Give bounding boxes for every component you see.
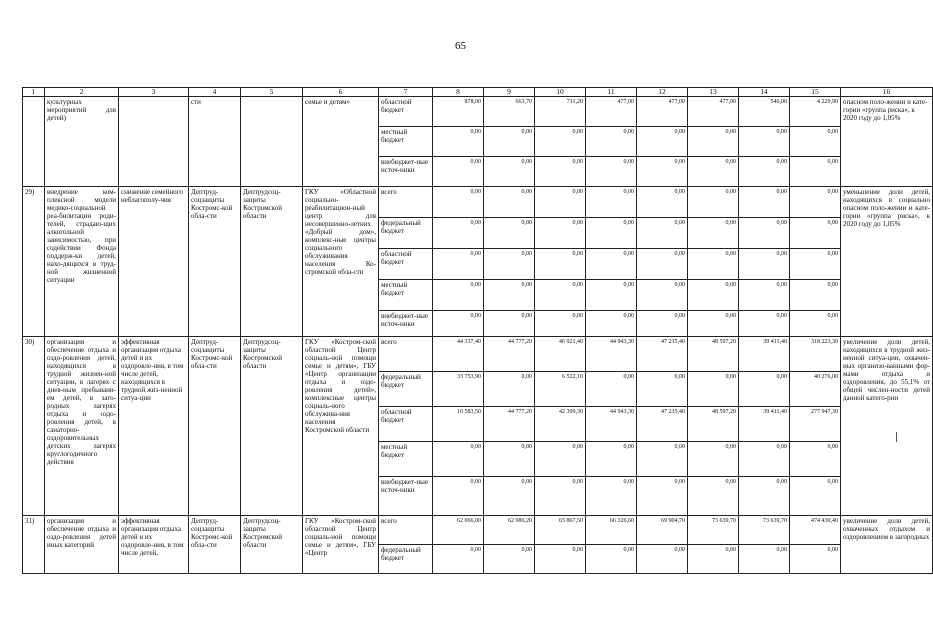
value-cell: 0,00 [637,311,688,337]
header-cell: 2 [45,88,119,97]
value-cell: 0,00 [484,280,535,311]
table-row [23,187,933,218]
institution-cell: ГКУ «Костром-ской областной Центр социаль-ной помощи семье и детям», ГБУ «Центр организации отдыха и оздо-ровления детей», комплексные центры социаль-ного обслужива-ния населения Костромской области [303,337,379,516]
value-cell: 69 904,70 [637,516,688,545]
value-cell: 711,20 [535,97,586,127]
value-cell: 0,00 [484,311,535,337]
source-cell: областной бюджет [379,97,433,127]
value-cell: 0,00 [688,187,739,218]
value-cell: 39 411,40 [739,407,790,442]
co-executor-cell: Дептрудсоц-защиты Костромской области [241,337,303,516]
value-cell: 0,00 [688,311,739,337]
value-cell: 0,00 [433,249,484,280]
source-cell: внебюджет-ные источ-ники [379,311,433,337]
value-cell: 44 777,20 [484,337,535,372]
indicator-cell: уменьшение доли детей, находящихся в социально опасном поло-жении и кате-гории «группа риска», к 2020 году до 1,05% [841,187,933,337]
value-cell: 0,00 [790,127,841,157]
value-cell: 0,00 [586,372,637,407]
value-cell: 0,00 [433,442,484,477]
header-cell: 14 [739,88,790,97]
value-cell: 0,00 [484,477,535,516]
value-cell: 0,00 [739,372,790,407]
executor-cell: сти [189,97,241,187]
value-cell: 0,00 [790,157,841,187]
activity-cell: организация и обеспечение отдыха и оздо-ровления детей, находящихся в трудной жизнен-ной ситуации, в лагерях с днев-ным пребывани-ем детей, в заго-родных лагерях отдыха и оздо-ровления детей, в санаторно-оздоровительных детских лагерях круглогодичного действия [45,337,119,516]
header-cell: 13 [688,88,739,97]
header-cell: 4 [189,88,241,97]
value-cell: 0,00 [484,249,535,280]
value-cell: 0,00 [688,372,739,407]
table-row [23,337,933,372]
value-cell: 0,00 [790,311,841,337]
value-cell: 0,00 [586,187,637,218]
value-cell: 44 777,20 [484,407,535,442]
value-cell: 0,00 [790,187,841,218]
value-cell: 0,00 [535,311,586,337]
value-cell: 0,00 [535,442,586,477]
header-cell: 3 [119,88,189,97]
row-number: 29) [23,187,45,337]
result-cell [119,97,189,187]
value-cell: 0,00 [484,218,535,249]
value-cell: 0,00 [484,442,535,477]
value-cell: 0,00 [739,157,790,187]
value-cell: 0,00 [535,127,586,157]
value-cell: 0,00 [739,218,790,249]
value-cell: 0,00 [688,249,739,280]
source-cell: всего [379,187,433,218]
indicator-cell: опасном поло-жении и кате-гории «группа риска», к 2020 году до 1,05% [841,97,933,187]
value-cell: 0,00 [535,280,586,311]
value-cell: 44 943,30 [586,407,637,442]
value-cell: 0,00 [586,280,637,311]
value-cell: 0,00 [586,127,637,157]
header-cell: 7 [379,88,433,97]
value-cell: 47 235,40 [637,407,688,442]
margin-mark [896,432,897,442]
value-cell: 0,00 [535,218,586,249]
value-cell: 0,00 [688,157,739,187]
header-row [23,88,933,97]
value-cell: 0,00 [586,157,637,187]
value-cell: 546,00 [739,97,790,127]
value-cell: 0,00 [484,187,535,218]
value-cell: 0,00 [739,280,790,311]
executor-cell: Дептруд-соцзащиты Костромс-кой обла-сти [189,187,241,337]
value-cell: 878,00 [433,97,484,127]
activity-cell: внедрение ком-плексной модели медико-социальной реа-билитации роди-телей, страдаю-щих алкогольной зависимостью, при содействии Фонда поддерж-ки детей, нахо-дящихся в труд-ной жизненной ситуации [45,187,119,337]
institution-cell: ГКУ «Областной социально-реабилитацион-ный центр для несовершенно-летних «Добрый дом», комплекс-ные центры социального обслуживания населения Ко-стромской обла-сти [303,187,379,337]
co-executor-cell: Дептрудсоц-защиты Костромской области [241,187,303,337]
activity-cell: организация и обеспечение отдыха и оздо-ровления детей иных категорий [45,516,119,574]
value-cell: 0,00 [637,280,688,311]
value-cell: 42 399,30 [535,407,586,442]
value-cell: 663,70 [484,97,535,127]
header-cell: 15 [790,88,841,97]
header-cell: 9 [484,88,535,97]
value-cell: 66 326,60 [586,516,637,545]
header-cell: 16 [841,88,933,97]
source-cell: федеральный бюджет [379,372,433,407]
result-cell: эффективная организация отдыха детей и их оздоровле-ния, в том числе детей, [119,516,189,574]
value-cell: 0,00 [433,477,484,516]
source-cell: всего [379,516,433,545]
value-cell: 40 276,00 [790,372,841,407]
value-cell: 277 947,30 [790,407,841,442]
value-cell: 0,00 [535,187,586,218]
value-cell: 0,00 [484,157,535,187]
value-cell: 44 943,30 [586,337,637,372]
indicator-cell: увеличение доли детей, находящихся в трудной жиз-ненной ситуа-ции, охвачен-ных организо-ванными фор-мами отдыха и оздоровления, до 55,1% от общей числен-ности детей данной катего-рии [841,337,933,516]
executor-cell: Дептруд-соцзащиты Костромс-кой обла-сти [189,337,241,516]
value-cell: 0,00 [433,280,484,311]
value-cell: 44 337,40 [433,337,484,372]
header-cell: 12 [637,88,688,97]
source-cell: местный бюджет [379,280,433,311]
value-cell: 0,00 [688,477,739,516]
value-cell: 62 066,00 [433,516,484,545]
source-cell: областной бюджет [379,407,433,442]
header-cell: 11 [586,88,637,97]
value-cell: 0,00 [484,372,535,407]
co-executor-cell: Дептрудсоц-защиты Костромской области [241,516,303,574]
value-cell: 0,00 [739,187,790,218]
value-cell: 73 639,70 [739,516,790,545]
page-number: 65 [455,40,466,52]
header-cell: 6 [303,88,379,97]
value-cell: 0,00 [586,545,637,574]
source-cell: местный бюджет [379,442,433,477]
row-number: 31) [23,516,45,574]
value-cell: 48 597,20 [688,337,739,372]
value-cell: 474 430,40 [790,516,841,545]
value-cell: 0,00 [586,249,637,280]
value-cell: 10 583,50 [433,407,484,442]
value-cell: 0,00 [790,442,841,477]
value-cell: 0,00 [790,280,841,311]
value-cell: 0,00 [790,545,841,574]
value-cell: 48 597,20 [688,407,739,442]
value-cell: 62 986,20 [484,516,535,545]
value-cell: 0,00 [688,127,739,157]
value-cell: 0,00 [688,442,739,477]
header-cell: 8 [433,88,484,97]
value-cell: 0,00 [433,311,484,337]
value-cell: 0,00 [637,477,688,516]
source-cell: федеральный бюджет [379,218,433,249]
value-cell: 0,00 [688,280,739,311]
value-cell: 0,00 [739,127,790,157]
value-cell: 477,00 [637,97,688,127]
value-cell: 65 867,50 [535,516,586,545]
co-executor-cell [241,97,303,187]
source-cell: внебюджет-ные источ-ники [379,477,433,516]
table-row [23,516,933,545]
value-cell: 0,00 [484,127,535,157]
header-cell: 5 [241,88,303,97]
value-cell: 0,00 [484,545,535,574]
table-row [23,97,933,127]
value-cell: 318 223,30 [790,337,841,372]
value-cell: 0,00 [637,372,688,407]
value-cell: 477,00 [586,97,637,127]
value-cell: 6 522,10 [535,372,586,407]
value-cell: 0,00 [586,442,637,477]
source-cell: внебюджет-ные источ-ники [379,157,433,187]
source-cell: местный бюджет [379,127,433,157]
value-cell: 0,00 [790,218,841,249]
value-cell: 0,00 [739,442,790,477]
value-cell: 0,00 [433,127,484,157]
source-cell: всего [379,337,433,372]
value-cell: 73 639,70 [688,516,739,545]
value-cell: 0,00 [433,545,484,574]
value-cell: 0,00 [637,127,688,157]
value-cell: 0,00 [790,477,841,516]
value-cell: 0,00 [535,545,586,574]
value-cell: 0,00 [739,477,790,516]
source-cell: областной бюджет [379,249,433,280]
row-number [23,97,45,187]
institution-cell: ГКУ «Костром-ской областной Центр социаль-ной помощи семье и детям», ГБУ «Центр [303,516,379,574]
value-cell: 0,00 [586,477,637,516]
value-cell: 0,00 [637,187,688,218]
value-cell: 39 411,40 [739,337,790,372]
value-cell: 0,00 [637,218,688,249]
value-cell: 33 753,90 [433,372,484,407]
source-cell: федеральный бюджет [379,545,433,574]
executor-cell: Дептруд-соцзащиты Костромс-кой обла-сти [189,516,241,574]
value-cell: 0,00 [637,157,688,187]
result-cell: эффективная организация отдыха детей и их оздоровле-ния, в том числе детей, находящихся в трудной жиз-ненной ситуа-ции [119,337,189,516]
header-cell: 10 [535,88,586,97]
value-cell: 0,00 [433,187,484,218]
value-cell: 0,00 [790,249,841,280]
header-cell: 1 [23,88,45,97]
activity-cell: культурных мероприятий для детей) [45,97,119,187]
value-cell: 0,00 [739,311,790,337]
value-cell: 0,00 [586,311,637,337]
value-cell: 0,00 [688,545,739,574]
value-cell: 46 921,40 [535,337,586,372]
row-number: 30) [23,337,45,516]
budget-table [22,87,933,574]
value-cell: 0,00 [433,218,484,249]
value-cell: 0,00 [739,249,790,280]
value-cell: 0,00 [535,249,586,280]
value-cell: 0,00 [688,218,739,249]
institution-cell: семье и детям» [303,97,379,187]
value-cell: 0,00 [433,157,484,187]
value-cell: 0,00 [739,545,790,574]
value-cell: 0,00 [535,157,586,187]
value-cell: 0,00 [637,442,688,477]
value-cell: 477,00 [688,97,739,127]
value-cell: 0,00 [637,545,688,574]
value-cell: 0,00 [535,477,586,516]
value-cell: 0,00 [586,218,637,249]
value-cell: 4 229,90 [790,97,841,127]
value-cell: 47 235,40 [637,337,688,372]
indicator-cell: увеличение доли детей, охваченных отдыхом и оздоровлением в загородных [841,516,933,574]
value-cell: 0,00 [637,249,688,280]
result-cell: снижение семейного неблагополу-чия [119,187,189,337]
